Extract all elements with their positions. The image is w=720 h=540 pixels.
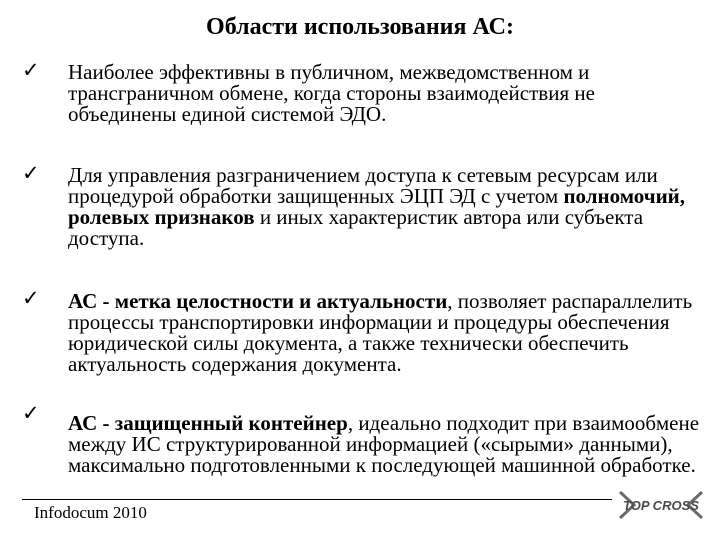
footer-divider — [22, 499, 612, 500]
logo-text: TOP CROSS — [623, 498, 699, 513]
checkmark-icon: ✓ — [22, 401, 40, 425]
topcross-logo — [616, 490, 706, 520]
bullet-2-text-before: Для управления разграничением доступа к сетевым ресурсам или процедурой обработки защищенных ЭЦП ЭД с учетом — [68, 163, 658, 208]
footer-label: Infodocum 2010 — [34, 503, 147, 522]
bullet-3-bold: АС - метка целостности и актуальности — [68, 289, 448, 313]
bullet-4-text-after: , идеально подходит при взаимообмене между ИС структурированной информацией («сырыми» данными), максимально подготовленными к последующей машинной обработке. — [68, 411, 700, 477]
bullet-2-text-after: и иных характеристик автора или субъекта доступа. — [68, 205, 644, 250]
checkmark-icon: ✓ — [22, 161, 40, 185]
bullet-2-bold: полномочий, ролевых признаков — [68, 184, 686, 229]
slide-title: Области использования АС: — [206, 14, 514, 40]
checkmark-icon: ✓ — [22, 286, 40, 310]
bullet-4-text — [68, 413, 708, 476]
bullet-1-text — [68, 62, 708, 125]
bullet-4-bold: АС - защищенный контейнер — [68, 411, 348, 435]
bullet-2-text — [68, 165, 708, 249]
bullet-3-text — [68, 291, 708, 375]
bullet-3-text-after: , позволяет распараллелить процессы транспортировки информации и процедуры обеспечения юридической силы документа, а также технически обеспечить актуальность содержания документа. — [68, 289, 693, 376]
bullet-1-body: Наиболее эффективны в публичном, межведомственном и трансграничном обмене, когда стороны взаимодействия не объединены единой системой ЭДО. — [68, 60, 595, 126]
checkmark-icon: ✓ — [22, 58, 40, 82]
